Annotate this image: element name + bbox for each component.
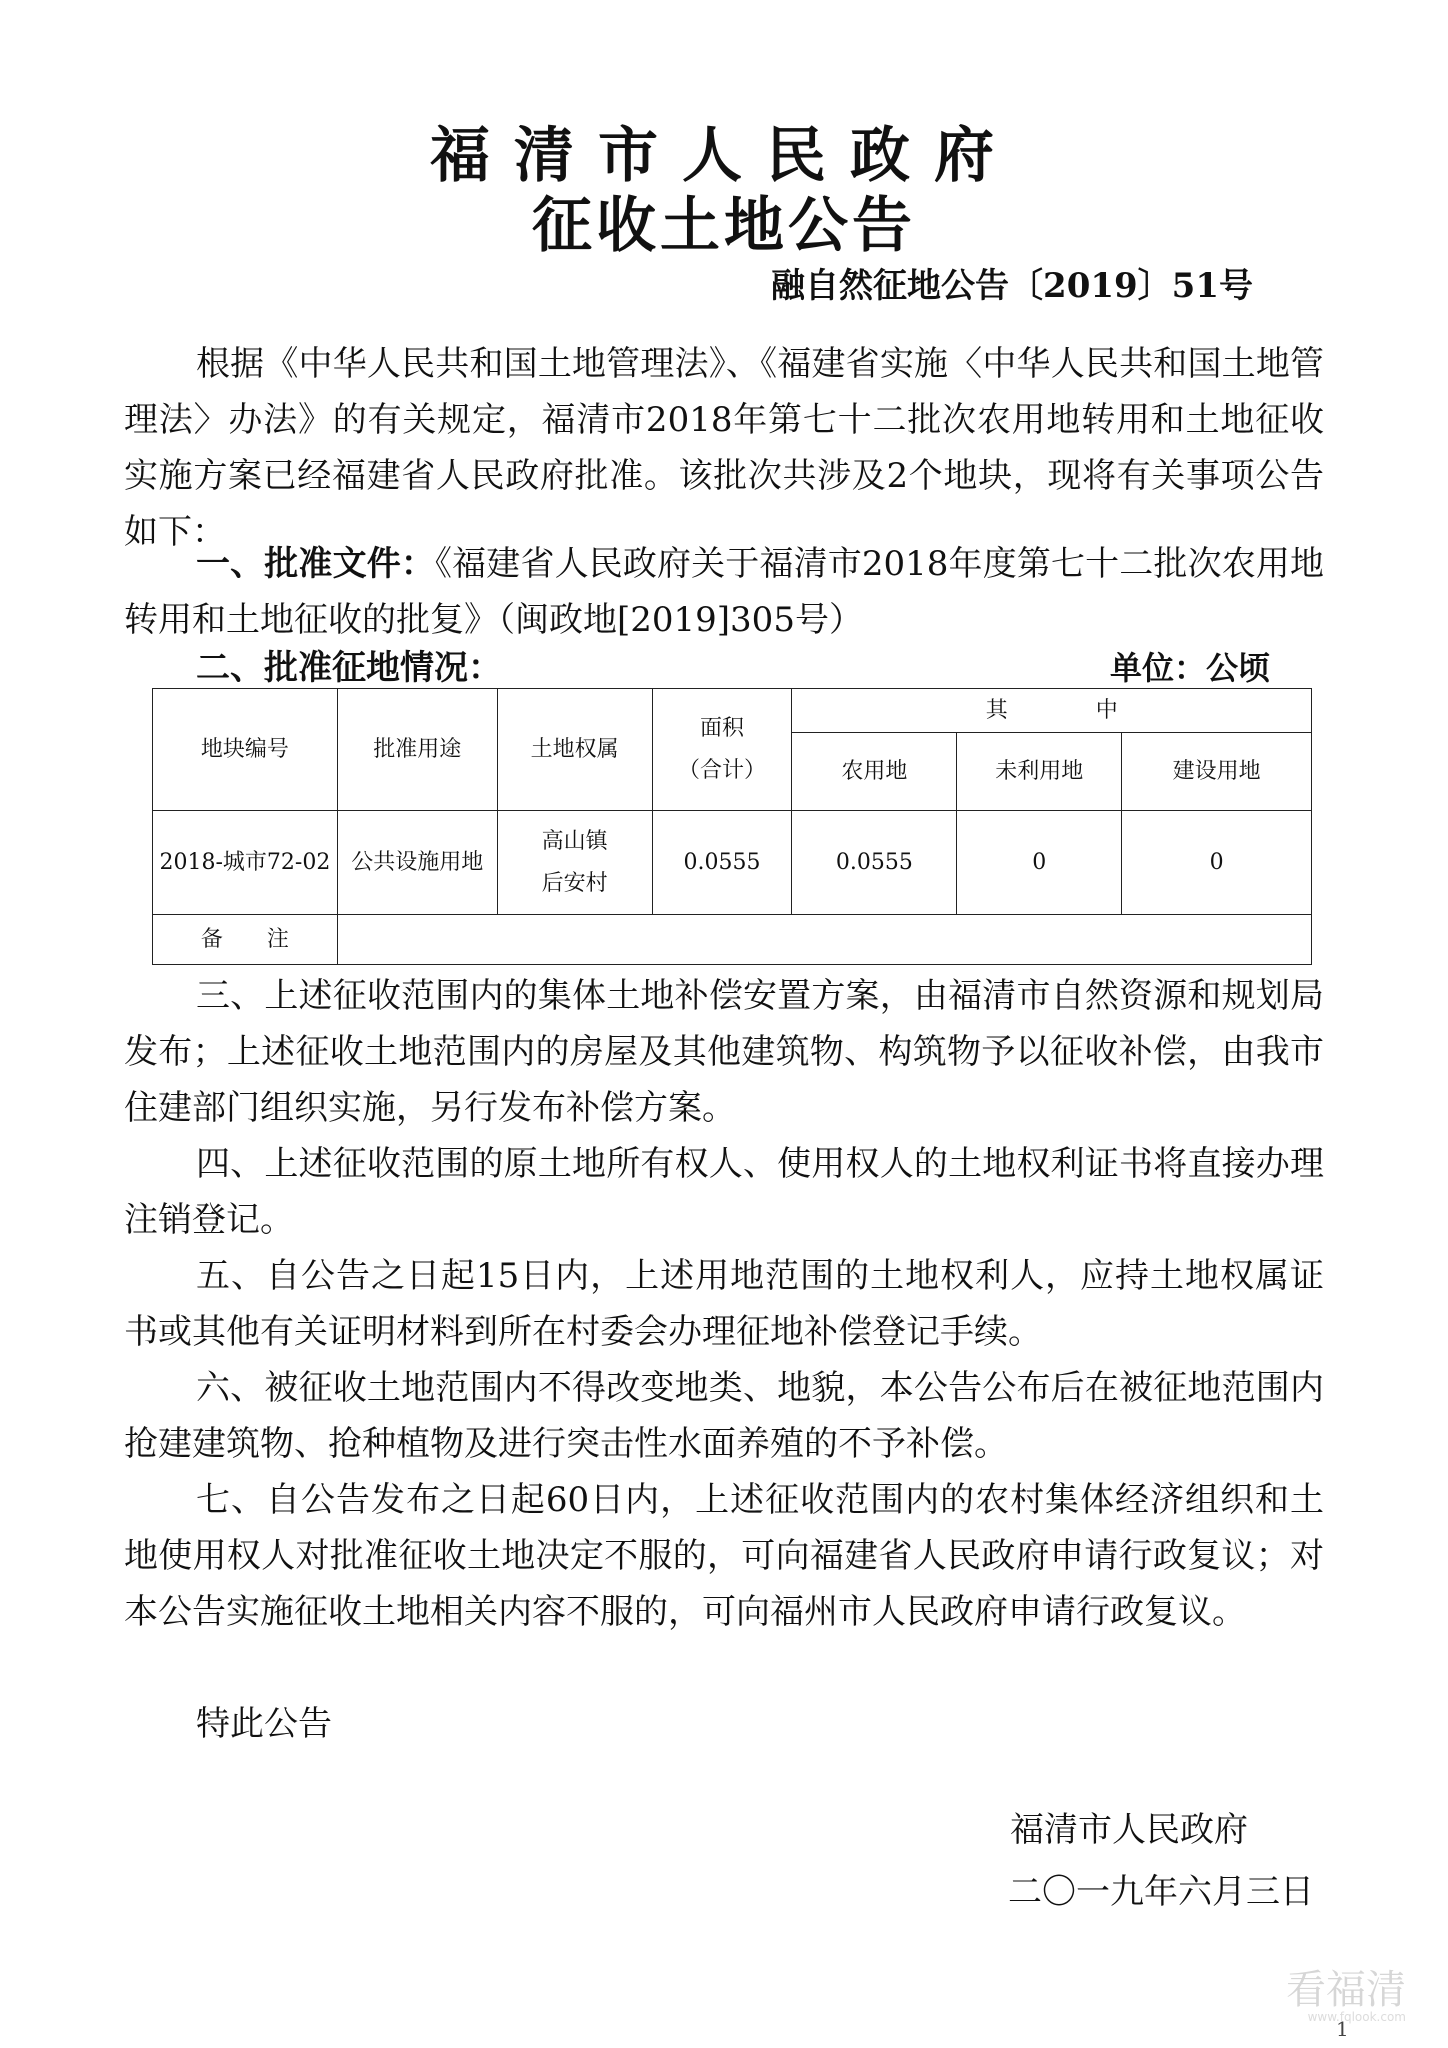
issue-date: 二〇一九年六月三日 bbox=[1008, 1872, 1314, 1912]
watermark-text: 看福清 bbox=[1286, 1967, 1406, 2013]
header-ownership: 土地权属 bbox=[497, 689, 652, 811]
cell-area-total: 0.0555 bbox=[652, 811, 792, 915]
header-parcel-no: 地块编号 bbox=[153, 689, 338, 811]
intro-paragraph: 根据《中华人民共和国土地管理法》、《福建省实施〈中华人民共和国土地管理法〉办法》的有关规定，福清市2018年第七十二批次农用地转用和土地征收实施方案已经福建省人民政府批准。该批次共涉及2个地块，现将有关事项公告如下： bbox=[124, 344, 1324, 552]
watermark bbox=[1286, 1967, 1406, 2024]
section-4: 四、上述征收范围的原土地所有权人、使用权人的土地权利证书将直接办理注销登记。 bbox=[124, 1144, 1324, 1240]
cell-usage: 公共设施用地 bbox=[337, 811, 497, 915]
header-area-sub: （合计） bbox=[677, 757, 766, 783]
section-1 bbox=[124, 536, 1324, 648]
cell-ownership-town: 高山镇 bbox=[541, 828, 608, 854]
section-3: 三、上述征收范围内的集体土地补偿安置方案，由福清市自然资源和规划局发布；上述征收土地范围内的房屋及其他建筑物、构筑物予以征收补偿，由我市住建部门组织实施，另行发布补偿方案。 bbox=[124, 976, 1324, 1128]
cell-ownership bbox=[497, 811, 652, 915]
section-1-text: 《福建省人民政府关于福清市2018年度第七十二批次农用地转用和土地征收的批复》（闽政地[2019]305号） bbox=[124, 544, 1325, 640]
cell-unused: 0 bbox=[957, 811, 1122, 915]
header-unused: 未利用地 bbox=[957, 733, 1122, 811]
watermark-url: www.fqlook.com bbox=[1307, 2010, 1406, 2024]
issuer-name: 福清市人民政府 bbox=[1010, 1810, 1248, 1850]
header-area-label: 面积 bbox=[699, 715, 744, 741]
cell-farmland: 0.0555 bbox=[792, 811, 957, 915]
closing-text: 特此公告 bbox=[196, 1704, 332, 1744]
land-table bbox=[152, 688, 1312, 965]
section-1-heading: 一、批准文件： bbox=[196, 544, 436, 584]
header-of-which: 其 中 bbox=[792, 689, 1312, 733]
header-construction: 建设用地 bbox=[1122, 733, 1312, 811]
header-usage: 批准用途 bbox=[337, 689, 497, 811]
header-farmland: 农用地 bbox=[792, 733, 957, 811]
document-number: 融自然征地公告〔2019〕51号 bbox=[771, 266, 1253, 306]
page-number: 1 bbox=[1336, 2017, 1349, 2041]
cell-ownership-village: 后安村 bbox=[541, 870, 608, 896]
unit-label: 单位：公顷 bbox=[1110, 649, 1271, 687]
section-2-heading: 二、批准征地情况： bbox=[196, 648, 502, 688]
title-line-2: 征收土地公告 bbox=[532, 191, 916, 261]
title-line-1: 福清市人民政府 bbox=[430, 121, 1018, 191]
table-row bbox=[153, 811, 1312, 915]
cell-parcel-no: 2018-城市72-02 bbox=[153, 811, 338, 915]
remark-label: 备 注 bbox=[153, 915, 338, 965]
cell-construction: 0 bbox=[1122, 811, 1312, 915]
header-area-total bbox=[652, 689, 792, 811]
section-5: 五、自公告之日起15日内，上述用地范围的土地权利人，应持土地权属证书或其他有关证明材料到所在村委会办理征地补偿登记手续。 bbox=[124, 1256, 1324, 1352]
remark-value bbox=[337, 915, 1311, 965]
section-7: 七、自公告发布之日起60日内，上述征收范围内的农村集体经济组织和土地使用权人对批准征收土地决定不服的，可向福建省人民政府申请行政复议；对本公告实施征收土地相关内容不服的，可向福州市人民政府申请行政复议。 bbox=[124, 1480, 1324, 1632]
section-6: 六、被征收土地范围内不得改变地类、地貌，本公告公布后在被征地范围内抢建建筑物、抢种植物及进行突击性水面养殖的不予补偿。 bbox=[124, 1368, 1324, 1464]
